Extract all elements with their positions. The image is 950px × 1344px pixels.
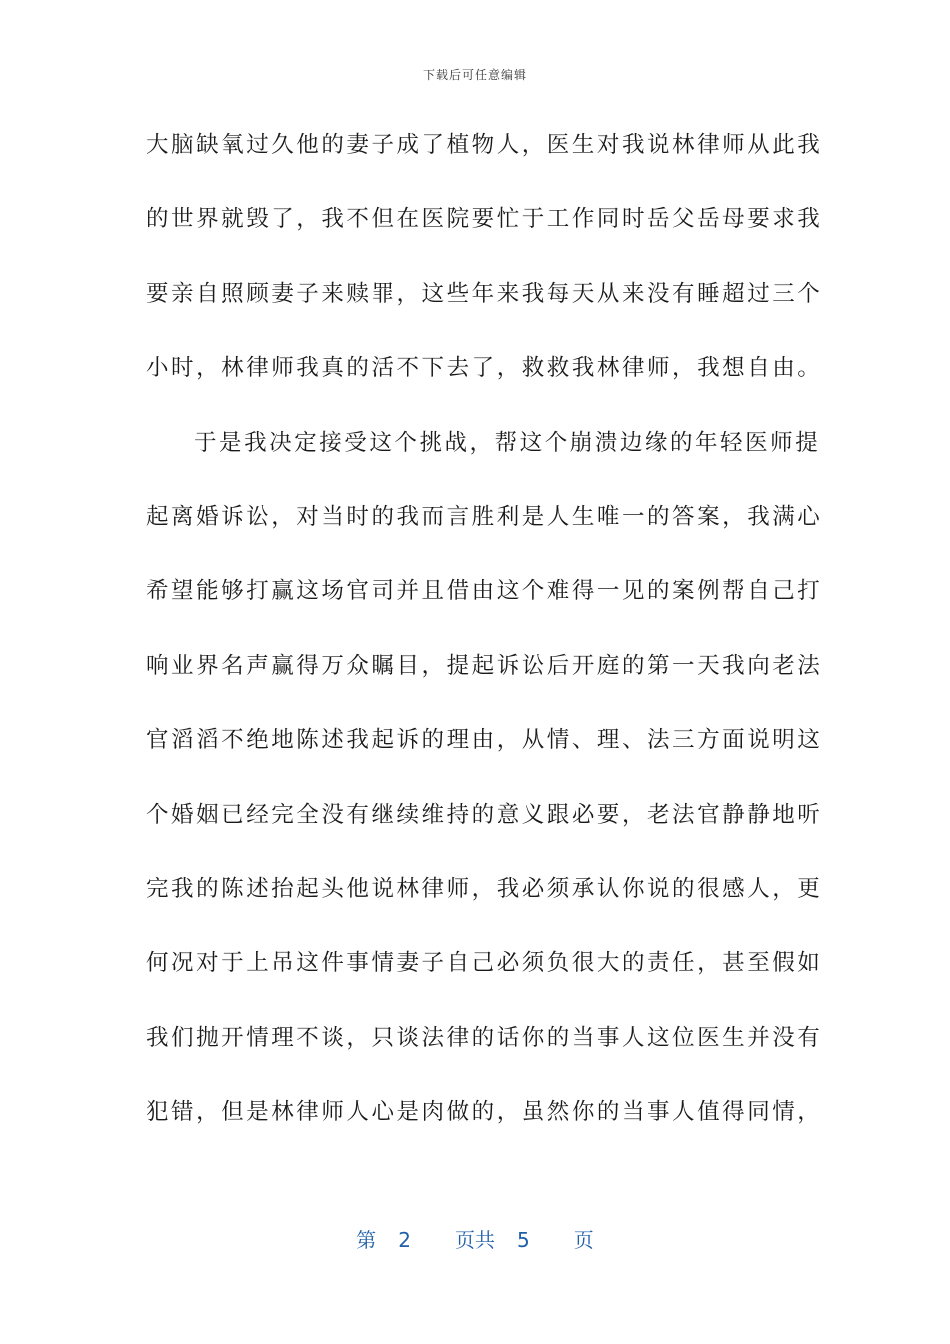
text-line: 大脑缺氧过久他的妻子成了植物人，医生对我说林律师从此我 — [146, 132, 823, 158]
page-number-footer — [0, 1224, 950, 1253]
text-line: 何况对于上吊这件事情妻子自己必须负很大的责任，甚至假如 — [146, 950, 823, 977]
text-line: 完我的陈述抬起头他说林律师，我必须承认你说的很感人，更 — [146, 875, 823, 902]
text-line: 小时，林律师我真的活不下去了，救救我林律师，我想自由。 — [146, 355, 823, 382]
current-page-number: 2 — [398, 1228, 411, 1252]
text-line: 个婚姻已经完全没有继续维持的意义跟必要，老法官静静地听 — [146, 801, 823, 828]
paragraph-first-line: 于是我决定接受这个挑战，帮这个崩溃边缘的年轻医师提 — [194, 429, 821, 456]
text-line: 我们抛开情理不谈，只谈法律的话你的当事人这位医生并没有 — [146, 1024, 823, 1051]
text-line: 起离婚诉讼，对当时的我而言胜利是人生唯一的答案，我满心 — [146, 503, 823, 530]
text-line: 希望能够打赢这场官司并且借由这个难得一见的案例帮自己打 — [146, 578, 823, 605]
text-line: 官滔滔不绝地陈述我起诉的理由，从情、理、法三方面说明这 — [146, 727, 823, 754]
total-pages-number: 5 — [517, 1228, 530, 1252]
text-line: 犯错，但是林律师人心是肉做的，虽然你的当事人值得同情， — [146, 1099, 823, 1126]
page-prefix: 第 — [356, 1228, 377, 1252]
text-line: 响业界名声赢得万众瞩目，提起诉讼后开庭的第一天我向老法 — [146, 652, 823, 679]
document-body — [146, 122, 823, 1163]
page-middle-label: 页共 — [455, 1228, 495, 1252]
text-line: 的世界就毁了，我不但在医院要忙于工作同时岳父岳母要求我 — [146, 206, 823, 233]
text-line: 要亲自照顾妻子来赎罪，这些年来我每天从来没有睡超过三个 — [146, 280, 823, 307]
header-note: 下载后可任意编辑 — [422, 68, 527, 82]
page-suffix: 页 — [573, 1228, 594, 1252]
